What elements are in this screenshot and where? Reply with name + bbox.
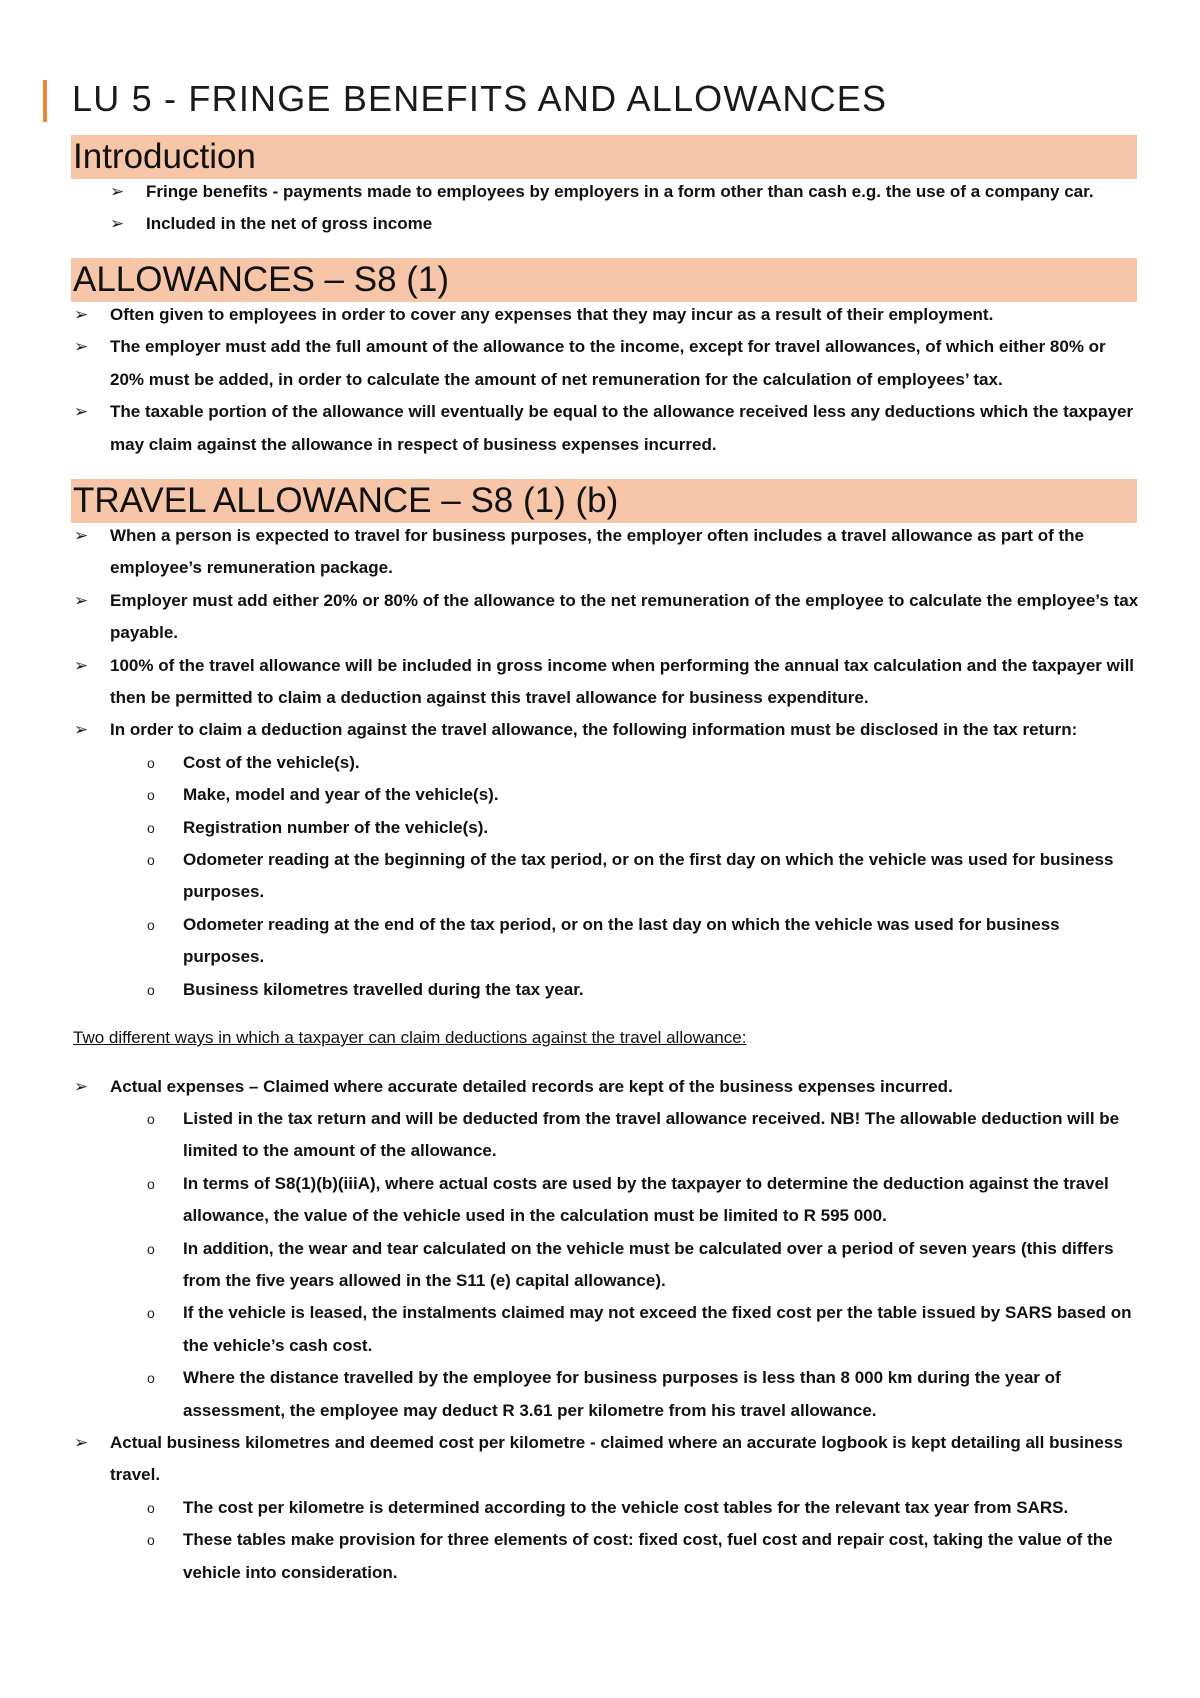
sub-list-item: o In terms of S8(1)(b)(iiiA), where actual costs are used by the taxpayer to determine the deduction against the travel allowance, the value of the vehicle used in the calculation must be limited to R 595 000. [0, 1168, 1200, 1233]
page-title: LU 5 - FRINGE BENEFITS AND ALLOWANCES [72, 78, 888, 119]
arrow-bullet-icon: ➢ [74, 1432, 89, 1452]
circle-bullet-icon: o [147, 1110, 155, 1127]
sub-list-item: o Make, model and year of the vehicle(s). [0, 779, 1200, 811]
sub-list-item: o Listed in the tax return and will be deducted from the travel allowance received. NB! The allowable deduction will be limited to the amount of the allowance. [0, 1103, 1200, 1168]
arrow-bullet-icon: ➢ [74, 402, 89, 422]
circle-bullet-icon: o [147, 852, 155, 869]
deduction-methods-heading: Two different ways in which a taxpayer can claim deductions against the travel allowance: [73, 1028, 747, 1048]
arrow-bullet-icon: ➢ [74, 305, 89, 324]
list-item: ➢ Included in the net of gross income [0, 208, 1200, 240]
sub-list-item: o Registration number of the vehicle(s). [0, 812, 1200, 844]
arrow-bullet-icon: ➢ [74, 655, 89, 675]
circle-bullet-icon: o [147, 1305, 155, 1322]
list-item: ➢ Often given to employees in order to cover any expenses that they may incur as a result of their employment. [0, 299, 1200, 331]
arrow-bullet-icon: ➢ [74, 720, 89, 740]
sub-list-item: o Odometer reading at the beginning of the tax period, or on the first day on which the vehicle was used for business purposes. [0, 844, 1200, 909]
sub-list-item: o If the vehicle is leased, the instalments claimed may not exceed the fixed cost per the table issued by SARS based on the vehicle’s cash cost. [0, 1297, 1200, 1362]
list-item: ➢ Fringe benefits - payments made to employees by employers in a form other than cash e.g. the use of a company car. [0, 176, 1200, 208]
circle-bullet-icon: o [147, 916, 155, 933]
list-item: ➢ Actual business kilometres and deemed cost per kilometre - claimed where an accurate logbook is kept detailing all business travel. [0, 1427, 1200, 1492]
list-item: ➢ In order to claim a deduction against the travel allowance, the following information must be disclosed in the tax return: [0, 714, 1200, 746]
sub-list-item: o Cost of the vehicle(s). [0, 747, 1200, 779]
sub-list-item: o The cost per kilometre is determined according to the vehicle cost tables for the relevant tax year from SARS. [0, 1492, 1200, 1524]
arrow-bullet-icon: ➢ [74, 590, 89, 610]
sub-list-item: o Where the distance travelled by the employee for business purposes is less than 8 000 km during the year of assessment, the employee may deduct R 3.61 per kilometre from his travel allowance. [0, 1362, 1200, 1427]
circle-bullet-icon: o [147, 1370, 155, 1387]
title-accent-bar [43, 80, 47, 122]
circle-bullet-icon: o [147, 819, 155, 836]
travel-allowance-list [0, 520, 1200, 1589]
circle-bullet-icon: o [147, 787, 155, 804]
list-item: ➢ The employer must add the full amount of the allowance to the income, except for travel allowances, of which either 80% or 20% must be added, in order to calculate the amount of net remuneration for the calculation of employees’ tax. [0, 331, 1200, 396]
spacer [0, 1055, 1200, 1071]
arrow-bullet-icon: ➢ [110, 182, 125, 201]
circle-bullet-icon: o [147, 1499, 155, 1516]
arrow-bullet-icon: ➢ [74, 1076, 89, 1096]
list-item: ➢ Actual expenses – Claimed where accurate detailed records are kept of the business expenses incurred. [0, 1071, 1200, 1103]
allowances-heading: ALLOWANCES – S8 (1) [71, 258, 1137, 302]
introduction-list [0, 176, 1200, 241]
travel-allowance-heading: TRAVEL ALLOWANCE – S8 (1) (b) [71, 479, 1137, 523]
sub-list-item: o Odometer reading at the end of the tax period, or on the last day on which the vehicle was used for business purposes. [0, 909, 1200, 974]
arrow-bullet-icon: ➢ [74, 337, 89, 357]
circle-bullet-icon: o [147, 1532, 155, 1549]
arrow-bullet-icon: ➢ [110, 214, 125, 234]
list-item: ➢ When a person is expected to travel for business purposes, the employer often includes a travel allowance as part of the employee’s remuneration package. [0, 520, 1200, 585]
list-item: ➢ Employer must add either 20% or 80% of the allowance to the net remuneration of the employee to calculate the employee’s tax payable. [0, 585, 1200, 650]
sub-list-item: o Business kilometres travelled during the tax year. [0, 974, 1200, 1006]
circle-bullet-icon: o [147, 1175, 155, 1192]
introduction-heading: Introduction [71, 135, 1137, 179]
list-item: ➢ 100% of the travel allowance will be included in gross income when performing the annual tax calculation and the taxpayer will then be permitted to claim a deduction against this travel allowance for business expenditure. [0, 650, 1200, 715]
circle-bullet-icon: o [147, 981, 155, 998]
circle-bullet-icon: o [147, 754, 155, 771]
arrow-bullet-icon: ➢ [74, 526, 89, 545]
spacer [0, 1006, 1200, 1022]
list-item: ➢ The taxable portion of the allowance will eventually be equal to the allowance received less any deductions which the taxpayer may claim against the allowance in respect of business expenses incurred. [0, 396, 1200, 461]
allowances-list [0, 299, 1200, 461]
sub-list-item: o These tables make provision for three elements of cost: fixed cost, fuel cost and repair cost, taking the value of the vehicle into consideration. [0, 1524, 1200, 1589]
circle-bullet-icon: o [147, 1240, 155, 1257]
sub-list-item: o In addition, the wear and tear calculated on the vehicle must be calculated over a period of seven years (this differs from the five years allowed in the S11 (e) capital allowance). [0, 1233, 1200, 1298]
